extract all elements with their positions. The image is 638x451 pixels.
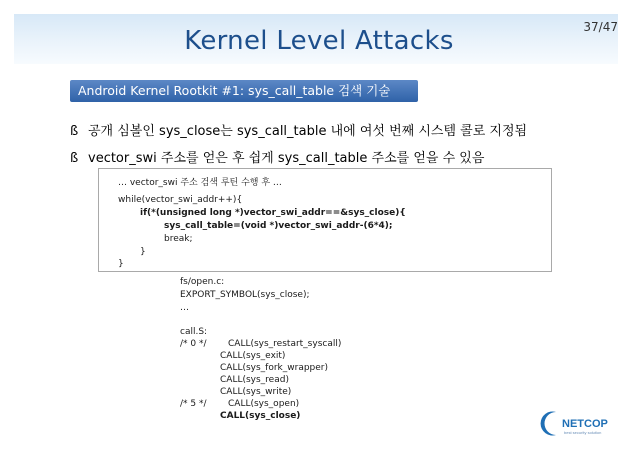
page-number: 37/47 bbox=[583, 20, 618, 34]
listing-line: CALL(sys_exit) bbox=[220, 351, 286, 361]
listing-line: fs/open.c: bbox=[180, 277, 225, 287]
listing-line: CALL(sys_write) bbox=[220, 387, 292, 397]
logo-wordmark: NETCOP bbox=[562, 418, 608, 430]
listing-line: CALL(sys_open) bbox=[228, 399, 300, 409]
code-line: } bbox=[140, 247, 146, 257]
code-line: sys_call_table=(void *)vector_swi_addr-(6*4); bbox=[164, 221, 393, 231]
code-line: … vector_swi 주소 검색 루틴 수행 후 … bbox=[118, 178, 282, 188]
listing-line: EXPORT_SYMBOL(sys_close); bbox=[180, 290, 310, 300]
code-line: while(vector_swi_addr++){ bbox=[118, 195, 243, 205]
slide-title: Kernel Level Attacks bbox=[184, 26, 454, 56]
netcop-logo bbox=[540, 408, 620, 438]
listing-line: … bbox=[180, 303, 189, 313]
bullet-text: 공개 심볼인 sys_close는 sys_call_table 내에 여섯 번째 시스템 콜로 지정됨 bbox=[88, 124, 528, 139]
bullet-marker: ß bbox=[70, 124, 79, 139]
listing-comment: /* 5 */ bbox=[180, 399, 207, 409]
listing-line: CALL(sys_read) bbox=[220, 375, 289, 385]
code-line: } bbox=[118, 259, 124, 269]
listing-line: CALL(sys_fork_wrapper) bbox=[220, 363, 329, 373]
bullet-text: vector_swi 주소를 얻은 후 쉽게 sys_call_table 주소를 얻을 수 있음 bbox=[88, 151, 485, 166]
listing-line: CALL(sys_restart_syscall) bbox=[228, 339, 342, 349]
code-line: break; bbox=[164, 234, 193, 244]
listing-comment: /* 0 */ bbox=[180, 339, 207, 349]
code-line: if(*(unsigned long *)vector_swi_addr==&sys_close){ bbox=[140, 208, 406, 218]
bullet-marker: ß bbox=[70, 151, 79, 166]
netcop-logo-icon bbox=[540, 408, 620, 438]
logo-tagline: best security solution bbox=[564, 430, 602, 435]
section-subtitle: Android Kernel Rootkit #1: sys_call_table 검색 기술 bbox=[70, 80, 418, 102]
bullet-item bbox=[70, 147, 484, 166]
listing-line: call.S: bbox=[180, 327, 208, 337]
bullet-item bbox=[70, 120, 527, 139]
listing-line: CALL(sys_close) bbox=[220, 411, 301, 421]
